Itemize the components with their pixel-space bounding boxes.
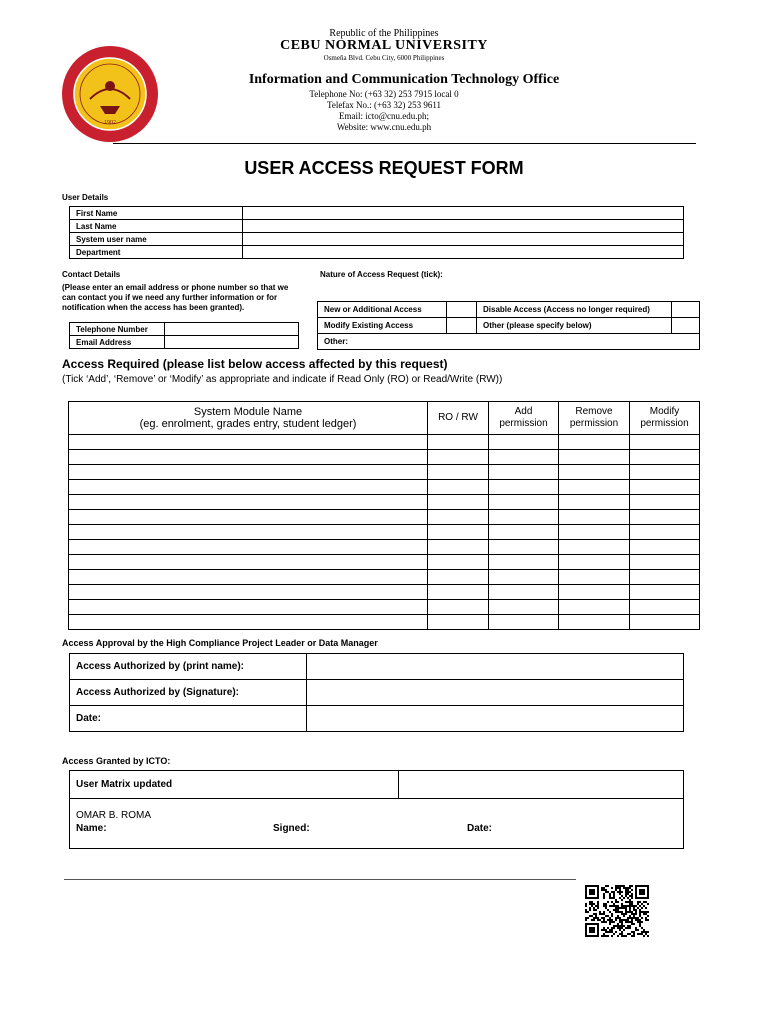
authorized-name-label: Access Authorized by (print name): (70, 654, 307, 680)
module-cell[interactable] (69, 465, 428, 480)
first-name-label: First Name (70, 207, 243, 220)
other-specify-field[interactable] (318, 334, 700, 350)
remove-cell[interactable] (559, 465, 630, 480)
website-line: Website: www.cnu.edu.ph (336, 122, 432, 132)
module-cell[interactable] (69, 600, 428, 615)
authorized-name-field[interactable] (307, 654, 684, 680)
rorw-cell[interactable] (428, 555, 489, 570)
remove-cell[interactable] (559, 570, 630, 585)
rorw-cell[interactable] (428, 435, 489, 450)
table-row (69, 600, 700, 615)
icto-table (69, 770, 684, 849)
contact-details-note: (Please enter an email address or phone number so that we can contact you if we need any further information or for notification when the access has been granted). (62, 283, 289, 312)
col-rorw-header: RO / RW (428, 402, 489, 435)
add-cell[interactable] (489, 495, 559, 510)
module-cell[interactable] (69, 525, 428, 540)
system-username-label: System user name (70, 233, 243, 246)
modify-cell[interactable] (630, 540, 700, 555)
add-cell[interactable] (489, 465, 559, 480)
col-remove-header: Remove permission (559, 402, 630, 435)
table-row (70, 323, 299, 336)
col-module-header: System Module Name (eg. enrolment, grades entry, student ledger) (69, 402, 428, 435)
authorized-signature-field[interactable] (307, 680, 684, 706)
table-row (70, 220, 684, 233)
table-row (69, 585, 700, 600)
modify-cell[interactable] (630, 555, 700, 570)
add-cell[interactable] (489, 525, 559, 540)
user-matrix-field[interactable] (399, 771, 684, 799)
remove-cell[interactable] (559, 495, 630, 510)
university-name: CEBU NORMAL UNIVERSITY (280, 38, 488, 53)
remove-cell[interactable] (559, 600, 630, 615)
module-cell[interactable] (69, 510, 428, 525)
rorw-cell[interactable] (428, 615, 489, 630)
col-add-header: Add permission (489, 402, 559, 435)
new-access-checkbox[interactable] (447, 302, 477, 318)
access-table (68, 401, 700, 630)
table-row (69, 495, 700, 510)
qr-code-icon (585, 885, 649, 937)
last-name-field[interactable] (243, 220, 684, 233)
module-cell[interactable] (69, 540, 428, 555)
table-row (69, 510, 700, 525)
department-label: Department (70, 246, 243, 259)
module-cell[interactable] (69, 450, 428, 465)
rorw-cell[interactable] (428, 570, 489, 585)
module-cell[interactable] (69, 585, 428, 600)
access-required-subtitle: (Tick ‘Add’, ‘Remove’ or ‘Modify’ as appropriate and indicate if Read Only (RO) or Read/Write (RW)) (62, 374, 503, 385)
rorw-cell[interactable] (428, 540, 489, 555)
republic-line: Republic of the Philippines (329, 28, 439, 39)
table-row (70, 233, 684, 246)
col-modify-header: Modify permission (630, 402, 700, 435)
remove-cell[interactable] (559, 510, 630, 525)
table-row (318, 334, 700, 350)
access-table-header (69, 402, 700, 435)
email-label: Email Address (70, 336, 165, 349)
modify-cell[interactable] (630, 450, 700, 465)
other-label: Other: (324, 337, 348, 346)
table-row (69, 465, 700, 480)
remove-cell[interactable] (559, 480, 630, 495)
rorw-cell[interactable] (428, 600, 489, 615)
department-field[interactable] (243, 246, 684, 259)
access-required-title: Access Required (please list below access affected by this request) (62, 357, 448, 371)
system-username-field[interactable] (243, 233, 684, 246)
user-matrix-label: User Matrix updated (70, 771, 399, 799)
module-cell[interactable] (69, 480, 428, 495)
office-name: Information and Communication Technology Office (248, 72, 560, 87)
table-row (69, 450, 700, 465)
add-cell[interactable] (489, 570, 559, 585)
add-cell[interactable] (489, 450, 559, 465)
add-cell[interactable] (489, 510, 559, 525)
table-row (70, 336, 299, 349)
approval-table (69, 653, 684, 732)
email-field[interactable] (165, 336, 299, 349)
rorw-cell[interactable] (428, 525, 489, 540)
table-row (70, 246, 684, 259)
module-cell[interactable] (69, 555, 428, 570)
add-cell[interactable] (489, 480, 559, 495)
rorw-cell[interactable] (428, 450, 489, 465)
remove-cell[interactable] (559, 435, 630, 450)
first-name-field[interactable] (243, 207, 684, 220)
icto-signoff-cell (70, 799, 684, 849)
rorw-cell[interactable] (428, 510, 489, 525)
table-row (69, 570, 700, 585)
remove-cell[interactable] (559, 555, 630, 570)
table-row (69, 540, 700, 555)
modify-cell[interactable] (630, 465, 700, 480)
last-name-label: Last Name (70, 220, 243, 233)
add-cell[interactable] (489, 435, 559, 450)
telephone-label: Telephone Number (70, 323, 165, 336)
icto-date-label: Date: (467, 823, 493, 834)
module-cell[interactable] (69, 615, 428, 630)
other-access-checkbox[interactable] (672, 318, 700, 334)
telephone-line: Telephone No: (+63 32) 253 7915 local 0 (309, 89, 459, 99)
table-row (69, 525, 700, 540)
telefax-line: Telefax No.: (+63 32) 253 9611 (326, 100, 442, 110)
disable-access-label: Disable Access (Access no longer required) (477, 302, 672, 318)
table-row (318, 318, 700, 334)
table-row (318, 302, 700, 318)
add-cell[interactable] (489, 600, 559, 615)
user-details-label: User Details (62, 193, 109, 202)
approval-date-label: Date: (70, 706, 307, 732)
contact-details-table (69, 322, 299, 349)
add-cell[interactable] (489, 585, 559, 600)
table-row (69, 615, 700, 630)
signer-name: OMAR B. ROMA (76, 810, 152, 821)
remove-cell[interactable] (559, 615, 630, 630)
module-cell[interactable] (69, 570, 428, 585)
modify-cell[interactable] (630, 585, 700, 600)
table-row (70, 680, 684, 706)
nature-label: Nature of Access Request (tick): (320, 270, 443, 279)
modify-cell[interactable] (630, 525, 700, 540)
disable-access-checkbox[interactable] (672, 302, 700, 318)
rorw-cell[interactable] (428, 465, 489, 480)
authorized-signature-label: Access Authorized by (Signature): (70, 680, 307, 706)
module-cell[interactable] (69, 435, 428, 450)
remove-cell[interactable] (559, 585, 630, 600)
add-cell[interactable] (489, 615, 559, 630)
modify-access-label: Modify Existing Access (318, 318, 447, 334)
table-row (70, 799, 684, 849)
rorw-cell[interactable] (428, 495, 489, 510)
table-row (70, 207, 684, 220)
modify-cell[interactable] (630, 435, 700, 450)
telephone-field[interactable] (165, 323, 299, 336)
add-cell[interactable] (489, 555, 559, 570)
remove-cell[interactable] (559, 450, 630, 465)
email-line: Email: icto@cnu.edu.ph; (338, 111, 430, 121)
table-row (70, 654, 684, 680)
modify-cell[interactable] (630, 615, 700, 630)
approval-label: Access Approval by the High Compliance Project Leader or Data Manager (62, 638, 378, 648)
svg-text:1902: 1902 (104, 120, 116, 126)
other-access-label: Other (please specify below) (477, 318, 672, 334)
table-row (69, 480, 700, 495)
remove-cell[interactable] (559, 540, 630, 555)
user-details-table (69, 206, 684, 259)
rorw-cell[interactable] (428, 480, 489, 495)
table-row (69, 435, 700, 450)
remove-cell[interactable] (559, 525, 630, 540)
signed-label: Signed: (273, 823, 310, 834)
approval-date-field[interactable] (307, 706, 684, 732)
modify-cell[interactable] (630, 495, 700, 510)
contact-details-label: Contact Details (62, 270, 121, 279)
form-title: USER ACCESS REQUEST FORM (244, 158, 524, 178)
modify-cell[interactable] (630, 600, 700, 615)
rorw-cell[interactable] (428, 585, 489, 600)
modify-access-checkbox[interactable] (447, 318, 477, 334)
module-cell[interactable] (69, 495, 428, 510)
table-row (70, 706, 684, 732)
table-row (70, 771, 684, 799)
nature-table (317, 301, 700, 350)
modify-cell[interactable] (630, 570, 700, 585)
table-row (69, 555, 700, 570)
footer-divider (64, 879, 576, 880)
modify-cell[interactable] (630, 480, 700, 495)
new-access-label: New or Additional Access (318, 302, 447, 318)
add-cell[interactable] (489, 540, 559, 555)
icto-label: Access Granted by ICTO: (62, 756, 171, 766)
header-divider (113, 143, 696, 144)
university-address: Osmeña Blvd. Cebu City, 6000 Philippines (323, 54, 445, 62)
modify-cell[interactable] (630, 510, 700, 525)
name-label: Name: (76, 823, 107, 834)
